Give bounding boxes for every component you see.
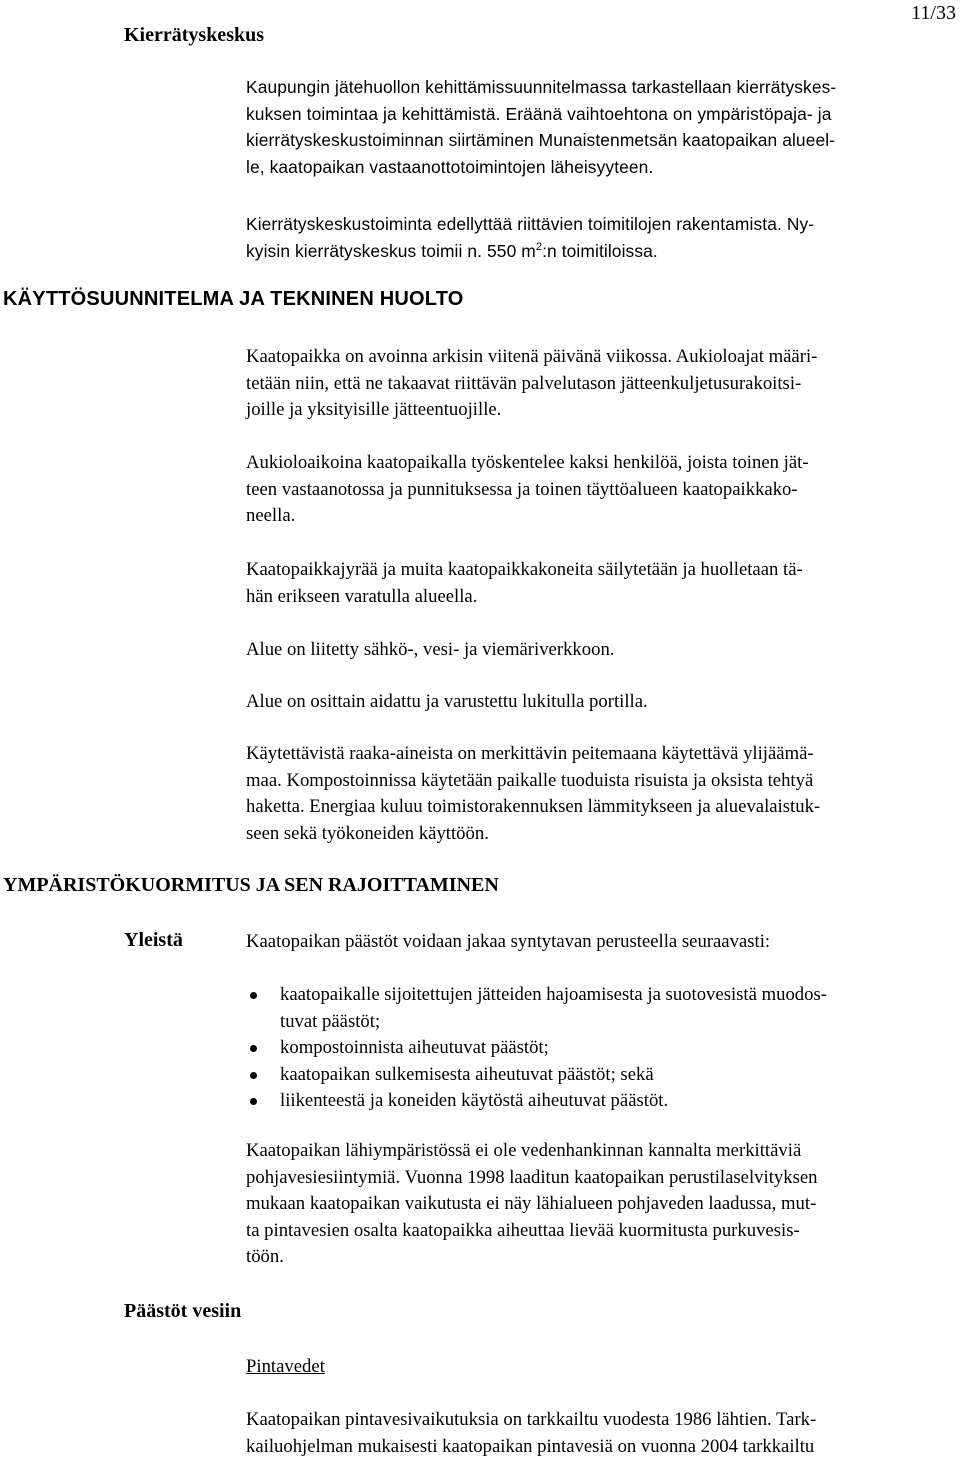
kayttosuunnitelma-paragraph-6 [246,741,958,847]
text-line: kompostoinnista aiheutuvat päästöt; [280,1037,549,1058]
pintavedet-paragraph [246,1407,958,1460]
page-number: 11/33 [911,2,956,24]
list-item [246,982,958,1035]
kierratyskeskus-paragraph-2 [246,211,958,264]
text-line: tetään niin, että ne takaavat riittävän palvelutason jätteenkuljetusurakoitsi- [246,372,802,394]
bullet-icon [250,1072,257,1079]
text-line: Käytettävistä raaka-aineista on merkittävin peitemaana käytettävä ylijäämä- [246,743,814,764]
text-line: kierrätyskeskustoiminnan siirtäminen Munaistenmetsän kaatopaikan alueel- [246,130,836,150]
text-line: Kaatopaikan päästöt voidaan jakaa syntytavan perusteella seuraavasti: [246,931,771,952]
text-line: Pintavedet [246,1356,325,1377]
text-line: neella. [246,505,296,526]
text-line: pohjavesiesiintymiä. Vuonna 1998 laaditun kaatopaikan perustilaselvityksen [246,1166,818,1188]
list-item [246,1088,958,1115]
bullet-icon [250,992,257,999]
kayttosuunnitelma-paragraph-4 [246,637,958,664]
ymparistokuormitus-heading: YMPÄRISTÖKUORMITUS JA SEN RAJOITTAMINEN [3,874,499,896]
kayttosuunnitelma-paragraph-2 [246,450,958,530]
text-line: ta pintavesien osalta kaatopaikka aiheuttaa lievää kuormitusta purkuvesis- [246,1219,800,1241]
superscript: 2 [535,240,543,253]
text-line [246,238,958,265]
text-line: Alue on osittain aidattu ja varustettu lukitulla portilla. [246,691,648,712]
text-line: Kaatopaikan lähiympäristössä ei ole vedenhankinnan kannalta merkittäviä [246,1140,802,1161]
text-line: Kaatopaikka on avoinna arkisin viitenä päivänä viikossa. Aukioloajat määri- [246,346,818,367]
text-line: Kaatopaikan pintavesivaikutuksia on tarkkailtu vuodesta 1986 lähtien. Tark- [246,1409,817,1430]
text-line: teen vastaanotossa ja punnituksessa ja toinen täyttöalueen kaatopaikkako- [246,478,798,500]
text-fragment: :n toimitiloissa. [542,240,658,261]
text-line: Kierrätyskeskustoiminta edellyttää riittävien toimitilojen rakentamista. Ny- [246,214,815,234]
text-line: kaatopaikan sulkemisesta aiheutuvat päästöt; sekä [280,1063,654,1085]
groundwater-paragraph [246,1138,958,1271]
text-line: haketta. Energiaa kuluu toimistorakennuksen lämmitykseen ja aluevalaistuk- [246,796,821,817]
kayttosuunnitelma-paragraph-3 [246,557,958,610]
text-line: seen sekä työkoneiden käyttöön. [246,822,489,844]
text-line: liikenteestä ja koneiden käytöstä aiheutuvat päästöt. [280,1090,669,1111]
text-line: töön. [246,1246,284,1267]
yleista-label: Yleistä [124,929,183,951]
text-fragment: kyisin kierrätyskeskus toimii n. 550 m [246,240,536,261]
text-line: Kaupungin jätehuollon kehittämissuunnitelmassa tarkastellaan kierrätyskes- [246,77,837,97]
text-line: tuvat päästöt; [280,1010,381,1032]
list-item [246,1035,958,1062]
text-line: Aukioloaikoina kaatopaikalla työskentelee kaksi henkilöä, joista toinen jät- [246,452,809,473]
kierratyskeskus-paragraph-1 [246,74,958,180]
section-title: Kierrätyskeskus [124,24,264,46]
text-line: kuksen toimintaa ja kehittämistä. Eräänä vaihtoehtona on ympäristöpaja- ja [246,103,832,124]
text-line: Alue on liitetty sähkö-, vesi- ja viemäriverkkoon. [246,639,615,660]
text-line: le, kaatopaikan vastaanottotoimintojen läheisyyteen. [246,156,654,177]
bullet-icon [250,1045,257,1052]
text-line: joille ja yksityisille jätteentuojille. [246,399,502,420]
text-line: mukaan kaatopaikan vaikutusta ei näy lähialueen pohjaveden laadussa, mut- [246,1193,817,1214]
text-line: hän erikseen varatulla alueella. [246,585,478,607]
bullet-icon [250,1098,257,1105]
paastot-vesiin-label: Päästöt vesiin [124,1300,242,1322]
text-line: kaatopaikalle sijoitettujen jätteiden hajoamisesta ja suotovesistä muodos- [280,984,827,1005]
kayttosuunnitelma-paragraph-1 [246,344,958,424]
text-line: maa. Kompostoinnissa käytetään paikalle tuoduista risuista ja oksista tehtyä [246,769,814,791]
text-line: kailuohjelman mukaisesti kaatopaikan pintavesiä on vuonna 2004 tarkkailtu [246,1435,815,1457]
emissions-intro [246,929,958,956]
list-item [246,1062,958,1089]
kayttosuunnitelma-heading: KÄYTTÖSUUNNITELMA JA TEKNINEN HUOLTO [3,288,464,310]
emissions-list [246,982,958,1115]
text-line: Kaatopaikkajyrää ja muita kaatopaikkakoneita säilytetään ja huolletaan tä- [246,559,803,580]
pintavedet-subheading [246,1354,958,1381]
kayttosuunnitelma-paragraph-5 [246,689,958,716]
